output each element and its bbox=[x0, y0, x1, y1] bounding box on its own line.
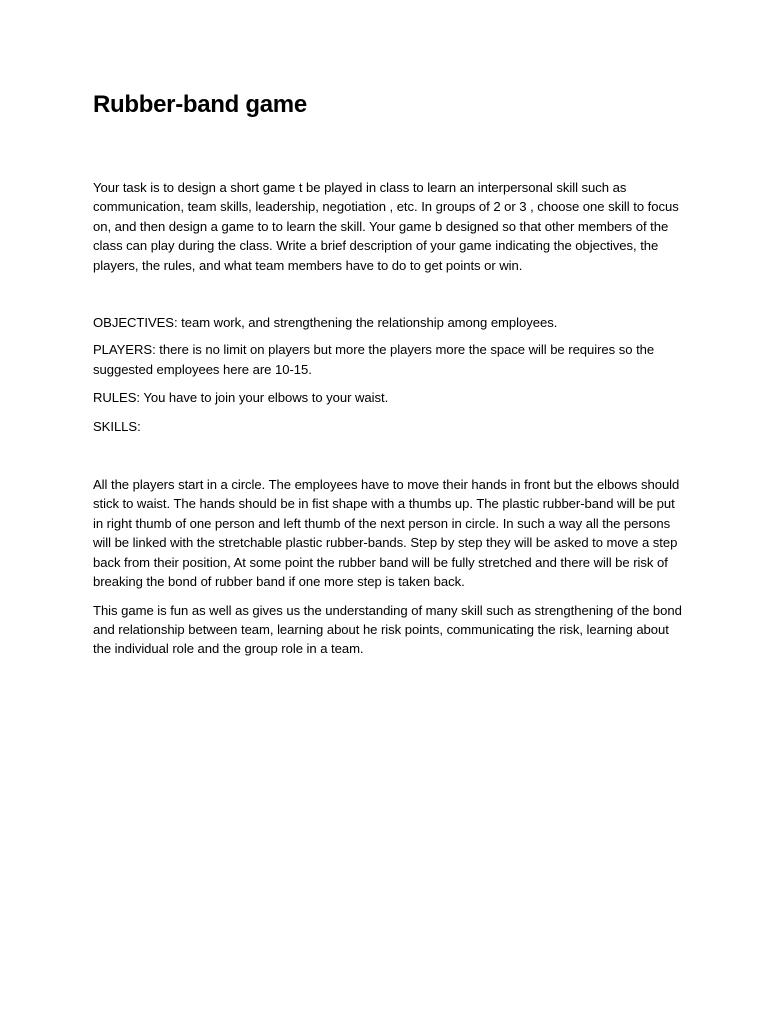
objectives-paragraph: OBJECTIVES: team work, and strengthening the relationship among employees. bbox=[93, 315, 558, 331]
document-body bbox=[93, 90, 683, 659]
game-description-paragraph: All the players start in a circle. The employees have to move their hands in front but the elbows should stick to waist. The hands should be in fist shape with a thumbs up. The plastic rubber-band will be put in right thumb of one person and left thumb of the next person in circle. In such a way all the persons will be linked with the stretchable plastic rubber-bands. Step by step they will be asked to move a step back from their position, At some point the rubber band will be fully stretched and there will be risk of breaking the bond of rubber band if one more step is taken back. bbox=[93, 477, 680, 590]
intro-paragraph: Your task is to design a short game t be played in class to learn an interpersonal skill such as communication, team skills, leadership, negotiation , etc. In groups of 2 or 3 , choose one skill to focus on, and then design a game to to learn the skill. Your game b designed so that other members of the class can play during the class. Write a brief description of your game indicating the objectives, the players, the rules, and what team members have to do to get points or win. bbox=[93, 180, 679, 273]
conclusion-paragraph: This game is fun as well as gives us the understanding of many skill such as strengthening of the bond and relationship between team, learning about he risk points, communicating the risk, learning about the individual role and the group role in a team. bbox=[93, 602, 682, 657]
skills-heading: SKILLS: bbox=[93, 418, 141, 434]
document-title: Rubber-band game bbox=[93, 91, 307, 118]
rules-paragraph: RULES: You have to join your elbows to your waist. bbox=[93, 390, 389, 406]
players-paragraph: PLAYERS: there is no limit on players but more the players more the space will be requires so the suggested employees here are 10-15. bbox=[93, 342, 655, 377]
